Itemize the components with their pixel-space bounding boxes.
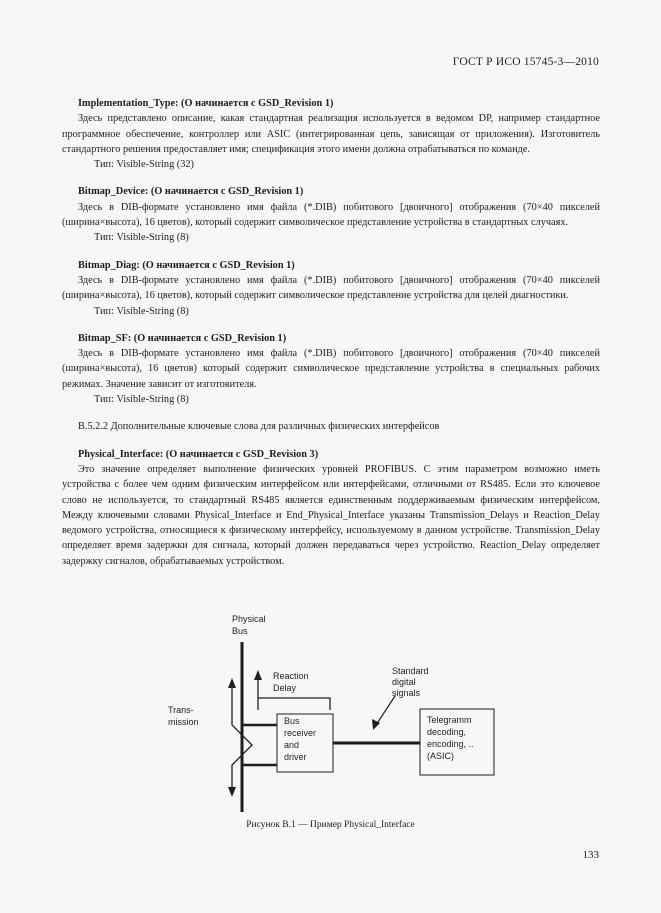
signals-pointer xyxy=(376,696,395,725)
page-number: 133 xyxy=(582,849,599,861)
transmission-label-2: mission xyxy=(168,717,199,727)
section-heading-bitmap-device: Bitmap_Device: (О начинается с GSD_Revision 1) xyxy=(78,186,304,198)
physical-bus-label-1: Physical xyxy=(232,614,266,624)
section-body-implementation-type: Здесь представлено описание, какая стандартная реализация используется в ведомом DP, например стандартное программное обеспечение, контроллер или ASIC (интегрированная цепь, зависящая от приложения). Изготовитель стандартного решения предоставляет имя; спецификация этого имени должна отрабатываться по команде. xyxy=(62,113,600,155)
bus-receiver-label-2: receiver xyxy=(284,728,317,738)
document-header: ГОСТ Р ИСО 15745-3—2010 xyxy=(452,56,599,68)
reaction-delay-label-2: Delay xyxy=(273,683,297,693)
section-heading-bitmap-diag: Bitmap_Diag: (О начинается с GSD_Revision 1) xyxy=(78,259,295,271)
section-type-bitmap-sf: Тип: Visible-String (8) xyxy=(94,394,189,406)
section-type-bitmap-diag: Тип: Visible-String (8) xyxy=(94,305,189,317)
telegramm-label-3: encoding, .. xyxy=(427,739,474,749)
standard-signals-label-3: signals xyxy=(392,688,421,698)
section-heading-bitmap-sf: Bitmap_SF: (О начинается с GSD_Revision 1) xyxy=(78,332,287,344)
transmission-label-1: Trans- xyxy=(168,705,194,715)
telegramm-label-2: decoding, xyxy=(427,727,467,737)
physical-bus-label-2: Bus xyxy=(232,626,248,636)
telegramm-label-4: (ASIC) xyxy=(427,751,454,761)
section-body-physical-interface: Это значение определяет выполнение физических уровней PROFIBUS. С этим параметром возможно иметь устройства с более чем одним физическим интерфейсом или интерфейсами, отличными от RS485. Если это ключевое слово не используется, то стандартный RS485 является единственным поддерживаемым физическим интерфейсом. Между ключевыми словами Physical_Interface и End_Physical_Interface указаны Transmission_Delays и Reaction_Delay ведомого устройства, относящиеся к физическому интерфейсу, используемому в данном устройстве. Transmission_Delay определяет время задержки для сигнала, который должен передаваться через устройство. Reaction_Delay определяет задержку сигналов, обрабатываемых устройством. xyxy=(62,463,600,567)
bus-receiver-label-1: Bus xyxy=(284,716,300,726)
subsection-title: B.5.2.2 Дополнительные ключевые слова для различных физических интерфейсов xyxy=(78,421,440,433)
telegramm-label-1: Telegramm xyxy=(427,715,472,725)
section-body-bitmap-device: Здесь в DIB-формате установлено имя файла (*.DIB) побитового [двоичного] отображения (70×40 пикселей (ширина×высота), 16 цветов), который содержит символическое представление устройства в стандартных случаях. xyxy=(62,201,600,229)
section-heading-physical-interface: Physical_Interface: (О начинается с GSD_Revision 3) xyxy=(78,448,319,460)
section-type-bitmap-device: Тип: Visible-String (8) xyxy=(94,232,189,244)
bus-receiver-label-3: and xyxy=(284,740,300,750)
standard-signals-label-2: digital xyxy=(392,677,416,687)
reaction-delay-label-1: Reaction xyxy=(273,671,309,681)
bus-receiver-label-4: driver xyxy=(284,752,307,762)
transmission-arrow-up-head xyxy=(228,678,236,688)
section-heading-implementation-type: Implementation_Type: (О начинается с GSD_Revision 1) xyxy=(78,98,334,109)
reaction-delay-arrow-head xyxy=(254,670,262,680)
section-body-bitmap-sf: Здесь в DIB-формате установлено имя файла (*.DIB) побитового [двоичного] отображения (70×40 пикселей (ширина×высота), 16 цветов) который содержит символическое представление устройства в специальных рабочих режимах. Значение зависит от изготовителя. xyxy=(62,348,600,390)
transmission-arrow-down-head xyxy=(228,787,236,797)
reaction-delay-arrow xyxy=(258,698,330,710)
section-body-bitmap-diag: Здесь в DIB-формате установлено имя файла (*.DIB) побитового [двоичного] отображения (70×40 пикселей (ширина×высота), 16 цветов), который содержит символическое представление устройства для целей диагностики. xyxy=(62,274,600,302)
standard-signals-label-1: Standard xyxy=(392,666,429,676)
figure-caption: Рисунок B.1 — Пример Physical_Interface xyxy=(246,820,415,830)
section-type-implementation-type: Тип: Visible-String (32) xyxy=(94,159,194,171)
